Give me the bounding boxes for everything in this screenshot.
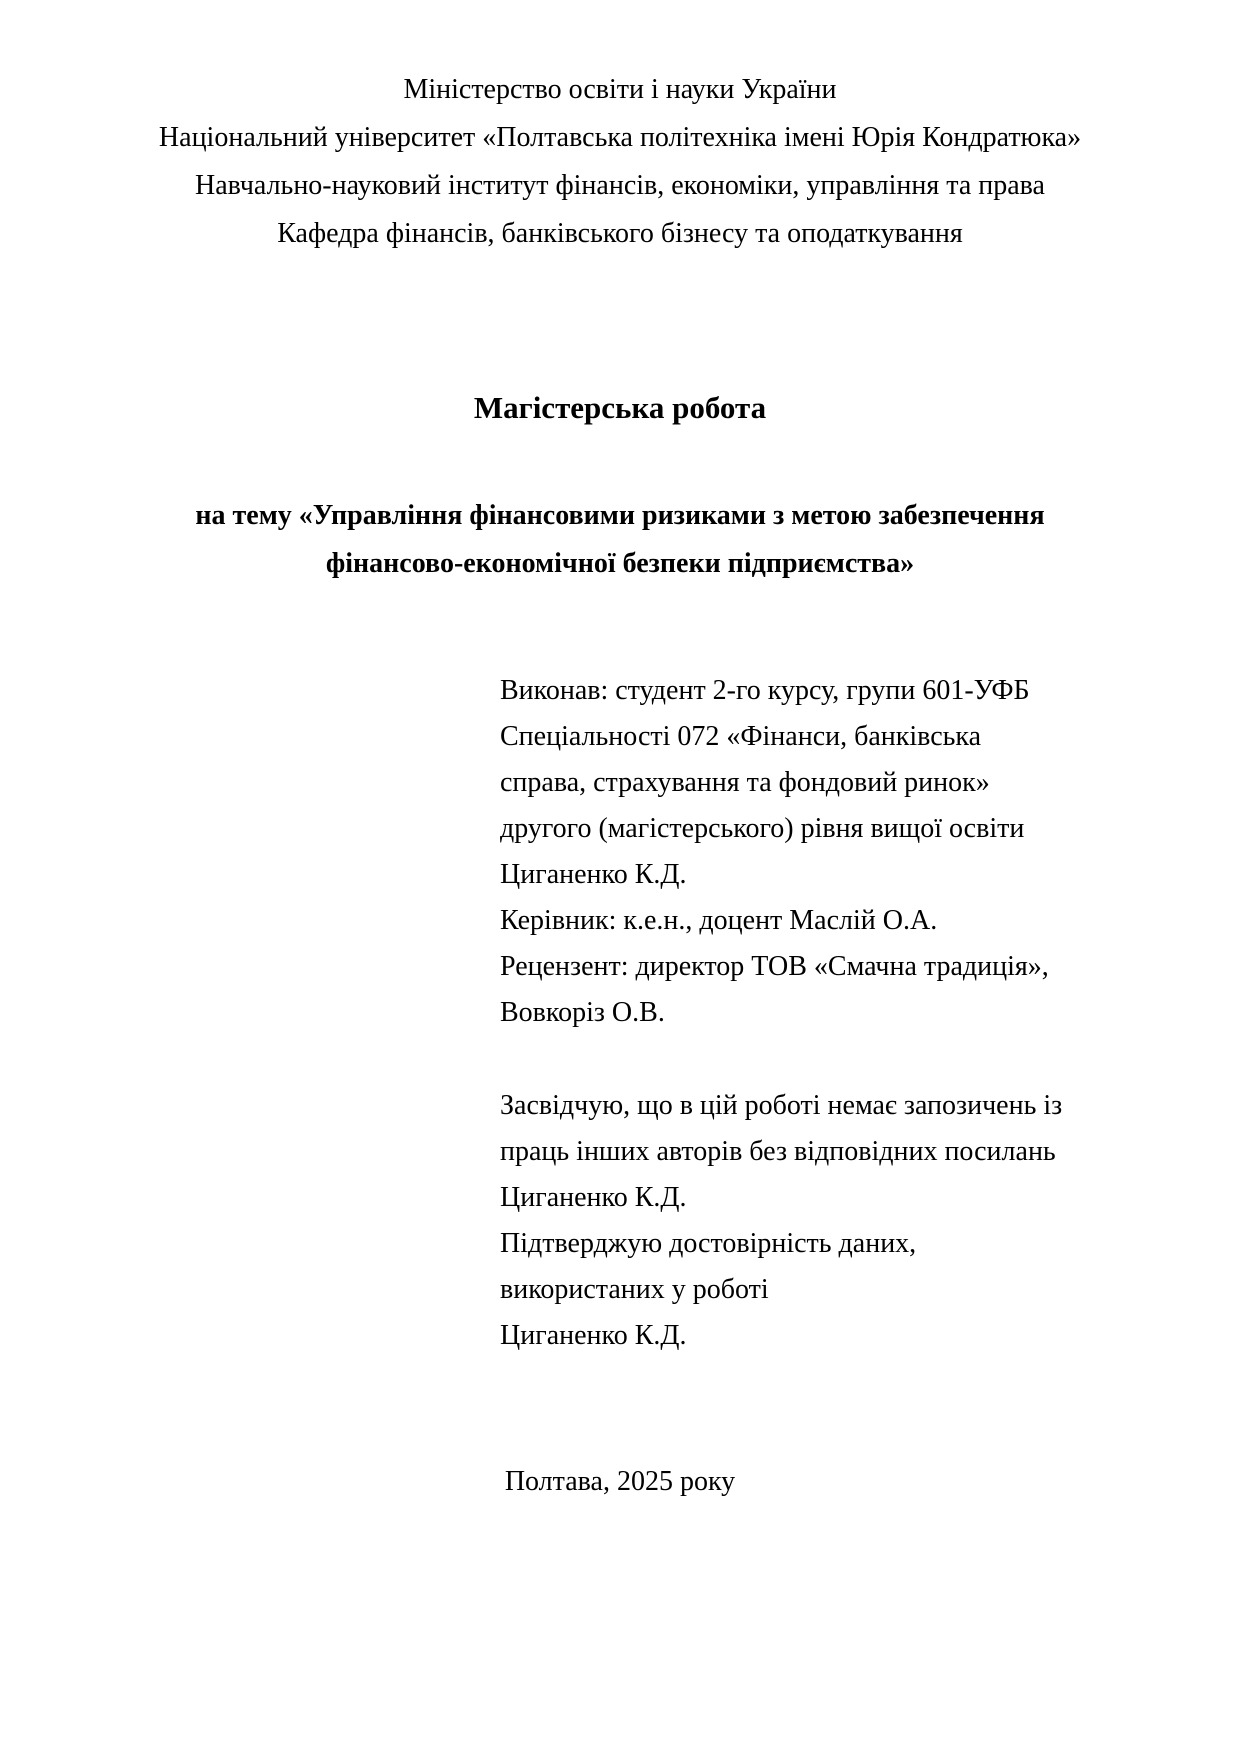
department-line: Кафедра фінансів, банківського бізнесу та оподаткування bbox=[277, 218, 963, 249]
declaration-line-1: Засвідчую, що в цій роботі немає запозичень із bbox=[500, 1090, 1063, 1121]
thesis-topic bbox=[0, 492, 1240, 588]
detail-line-degree: другого (магістерського) рівня вищої освіти bbox=[500, 813, 1025, 844]
detail-line-specialty-1: Спеціальності 072 «Фінанси, банківська bbox=[500, 721, 982, 752]
detail-line-author-name: Циганенко К.Д. bbox=[500, 859, 687, 890]
institute-line: Навчально-науковий інститут фінансів, економіки, управління та права bbox=[195, 170, 1045, 201]
detail-line-supervisor: Керівник: к.е.н., доцент Маслій О.А. bbox=[500, 905, 938, 936]
university-line: Національний університет «Полтавська політехніка імені Юрія Кондратюка» bbox=[158, 122, 1082, 153]
detail-line-reviewer-2: Вовкоріз О.В. bbox=[500, 997, 665, 1028]
declaration-line-2: праць інших авторів без відповідних посилань bbox=[500, 1136, 1056, 1167]
originality-declaration bbox=[500, 1083, 1160, 1359]
detail-line-reviewer-1: Рецензент: директор ТОВ «Смачна традиція», bbox=[500, 951, 1049, 982]
thesis-topic-line-1: на тему «Управління фінансовими ризиками з метою забезпечення bbox=[195, 500, 1045, 531]
city-year-footer: Полтава, 2025 року bbox=[504, 1466, 736, 1497]
thesis-topic-line-2: фінансово-економічної безпеки підприємства» bbox=[325, 548, 915, 579]
detail-line-author: Виконав: студент 2-го курсу, групи 601-УФБ bbox=[500, 675, 1030, 706]
declaration-signature-1: Циганенко К.Д. bbox=[500, 1182, 687, 1213]
ministry-line: Міністерство освіти і науки України bbox=[403, 74, 837, 105]
thesis-type-title: Магістерська робота bbox=[473, 390, 767, 425]
declaration-signature-2: Циганенко К.Д. bbox=[500, 1320, 687, 1351]
declaration-line-3: Підтверджую достовірність даних, bbox=[500, 1228, 917, 1259]
institution-header bbox=[0, 66, 1240, 258]
detail-line-specialty-2: справа, страхування та фондовий ринок» bbox=[500, 767, 990, 798]
author-details bbox=[500, 668, 1140, 1036]
declaration-line-4: використаних у роботі bbox=[500, 1274, 769, 1305]
